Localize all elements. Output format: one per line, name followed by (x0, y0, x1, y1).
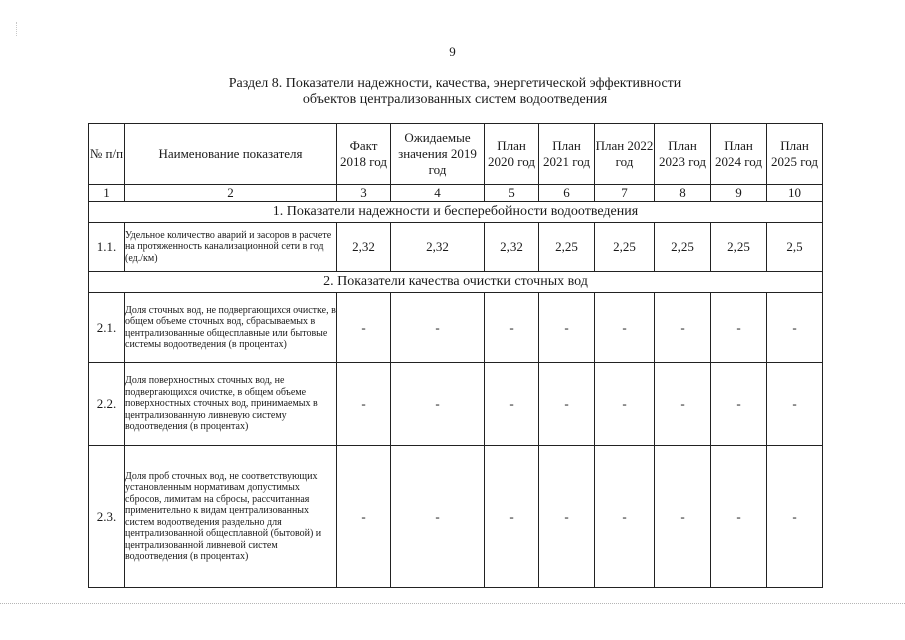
section-title (90, 76, 820, 108)
header-row (89, 124, 823, 185)
value-plan-2025: - (767, 363, 823, 446)
header-plan-2021: План 2021 год (539, 124, 595, 185)
column-index: 10 (767, 185, 823, 202)
value-plan-2023: 2,25 (655, 223, 711, 272)
value-plan-2021: - (539, 446, 595, 588)
value-plan-2020: - (485, 446, 539, 588)
table-row (89, 446, 823, 588)
column-index: 1 (89, 185, 125, 202)
table-row (89, 223, 823, 272)
header-plan-2020: План 2020 год (485, 124, 539, 185)
value-plan-2023: - (655, 293, 711, 363)
table-row (89, 293, 823, 363)
section-heading: 1. Показатели надежности и бесперебойности водоотведения (89, 202, 823, 223)
header-name: Наименование показателя (125, 124, 337, 185)
value-plan-2021: - (539, 363, 595, 446)
value-plan-2022: - (595, 363, 655, 446)
value-plan-2023: - (655, 363, 711, 446)
value-plan-2025: - (767, 293, 823, 363)
table-row (89, 363, 823, 446)
section-heading: 2. Показатели качества очистки сточных вод (89, 272, 823, 293)
value-plan-2020: - (485, 363, 539, 446)
column-index: 6 (539, 185, 595, 202)
value-plan-2022: - (595, 293, 655, 363)
margin-mark (16, 22, 18, 36)
value-plan-2022: - (595, 446, 655, 588)
value-plan-2021: 2,25 (539, 223, 595, 272)
page-number: 9 (449, 44, 456, 59)
row-number: 2.1. (89, 293, 125, 363)
indicator-name: Удельное количество аварий и засоров в расчете на протяженность канализационной сети в год (ед./км) (125, 223, 337, 272)
row-number: 2.3. (89, 446, 125, 588)
value-plan-2024: - (711, 363, 767, 446)
header-plan-2024: План 2024 год (711, 124, 767, 185)
value-fact-2018: - (337, 446, 391, 588)
value-plan-2025: 2,5 (767, 223, 823, 272)
row-number: 2.2. (89, 363, 125, 446)
value-expected-2019: - (391, 446, 485, 588)
header-plan-2023: План 2023 год (655, 124, 711, 185)
header-expected-2019: Ожидаемые значения 2019 год (391, 124, 485, 185)
indicator-name: Доля поверхностных сточных вод, не подвергающихся очистке, в общем объеме поверхностных сточных вод, принимаемых в централизованную ливневую систему водоотведения (в процентах) (125, 363, 337, 446)
header-plan-2022: План 2022 год (595, 124, 655, 185)
column-index: 7 (595, 185, 655, 202)
indicator-name: Доля проб сточных вод, не соответствующих установленным нормативам допустимых сбросов, лимитам на сбросы, рассчитанная применительно к видам централизованных систем водоотведения раздельно для централизованной общесплавной (бытовой) и централизованной ливневой систем водоотведения (в процентах) (125, 446, 337, 588)
value-expected-2019: - (391, 363, 485, 446)
value-plan-2024: - (711, 446, 767, 588)
value-expected-2019: 2,32 (391, 223, 485, 272)
value-fact-2018: - (337, 293, 391, 363)
value-plan-2022: 2,25 (595, 223, 655, 272)
section-row-2 (89, 272, 823, 293)
value-expected-2019: - (391, 293, 485, 363)
section-title-line-1: Раздел 8. Показатели надежности, качества, энергетической эффективности (228, 76, 682, 91)
value-plan-2020: 2,32 (485, 223, 539, 272)
indicators-table (88, 123, 823, 588)
section-row-1 (89, 202, 823, 223)
value-fact-2018: 2,32 (337, 223, 391, 272)
header-num: № п/п (89, 124, 125, 185)
header-fact-2018: Факт 2018 год (337, 124, 391, 185)
section-title-line-2: объектов централизованных систем водоотведения (302, 92, 608, 107)
value-plan-2025: - (767, 446, 823, 588)
header-plan-2025: План 2025 год (767, 124, 823, 185)
column-index: 5 (485, 185, 539, 202)
column-index-row (89, 185, 823, 202)
column-index: 9 (711, 185, 767, 202)
value-fact-2018: - (337, 363, 391, 446)
value-plan-2023: - (655, 446, 711, 588)
column-index: 3 (337, 185, 391, 202)
value-plan-2024: 2,25 (711, 223, 767, 272)
page-bottom-rule (0, 603, 905, 604)
row-number: 1.1. (89, 223, 125, 272)
value-plan-2021: - (539, 293, 595, 363)
column-index: 4 (391, 185, 485, 202)
indicator-name: Доля сточных вод, не подвергающихся очистке, в общем объеме сточных вод, сбрасываемых в централизованные общесплавные или бытовые системы водоотведения (в процентах) (125, 293, 337, 363)
value-plan-2020: - (485, 293, 539, 363)
column-index: 2 (125, 185, 337, 202)
column-index: 8 (655, 185, 711, 202)
value-plan-2024: - (711, 293, 767, 363)
